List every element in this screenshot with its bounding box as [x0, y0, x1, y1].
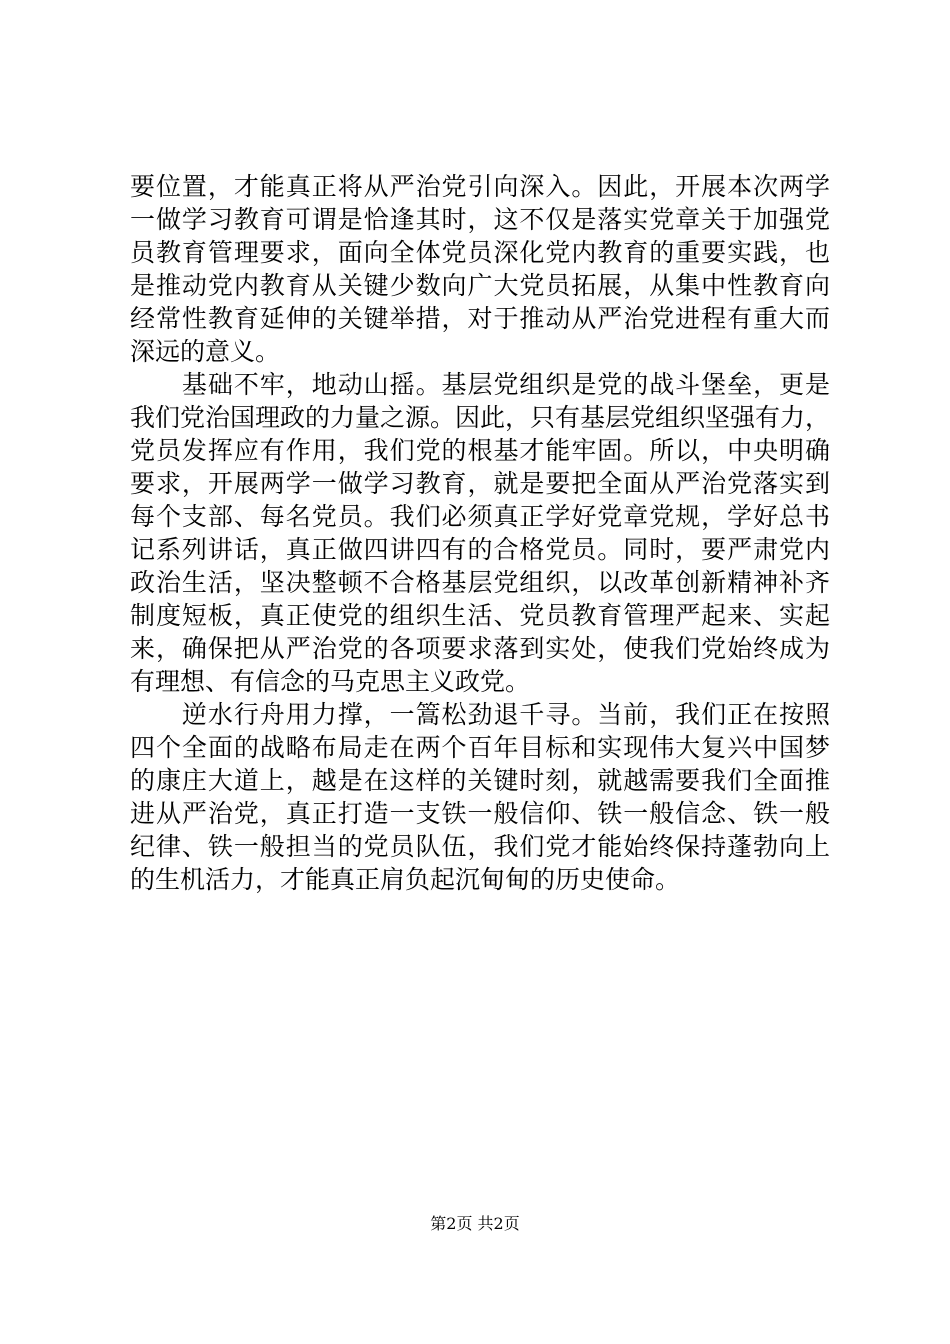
- text-line: 一做学习教育可谓是恰逢其时，这不仅是落实党章关于加强党: [130, 205, 830, 234]
- text-line: 员教育管理要求，面向全体党员深化党内教育的重要实践，也: [130, 238, 830, 267]
- text-line: 要求，开展两学一做学习教育，就是要把全面从严治党落实到: [130, 469, 830, 498]
- text-line: 进从严治党，真正打造一支铁一般信仰、铁一般信念、铁一般: [130, 799, 830, 828]
- body-text: [130, 170, 830, 896]
- text-line: 记系列讲话，真正做四讲四有的合格党员。同时，要严肃党内: [130, 535, 830, 564]
- text-line: 要位置，才能真正将从严治党引向深入。因此，开展本次两学: [130, 172, 830, 201]
- text-line: 经常性教育延伸的关键举措，对于推动从严治党进程有重大而: [130, 304, 830, 333]
- page-footer: [0, 1214, 950, 1234]
- text-line: 每个支部、每名党员。我们必须真正学好党章党规，学好总书: [130, 502, 830, 531]
- text-line: 纪律、铁一般担当的党员队伍，我们党才能始终保持蓬勃向上: [130, 832, 830, 861]
- page-number-label: 第2页 共2页: [430, 1214, 520, 1233]
- text-line: 四个全面的战略布局走在两个百年目标和实现伟大复兴中国梦: [130, 733, 830, 762]
- text-line: 是推动党内教育从关键少数向广大党员拓展，从集中性教育向: [130, 271, 830, 300]
- text-line: 来，确保把从严治党的各项要求落到实处，使我们党始终成为: [130, 634, 830, 663]
- text-line: 的生机活力，才能真正肩负起沉甸甸的历史使命。: [130, 865, 681, 894]
- text-line: 政治生活，坚决整顿不合格基层党组织，以改革创新精神补齐: [130, 568, 830, 597]
- text-line: 基础不牢，地动山摇。基层党组织是党的战斗堡垒，更是: [130, 370, 830, 399]
- text-line: 的康庄大道上，越是在这样的关键时刻，就越需要我们全面推: [130, 766, 830, 795]
- text-line: 深远的意义。: [130, 337, 281, 366]
- text-line: 有理想、有信念的马克思主义政党。: [130, 667, 531, 696]
- text-line: 逆水行舟用力撑，一篙松劲退千寻。当前，我们正在按照: [130, 700, 830, 729]
- text-line: 党员发挥应有作用，我们党的根基才能牢固。所以，中央明确: [130, 436, 830, 465]
- text-line: 我们党治国理政的力量之源。因此，只有基层党组织坚强有力，: [130, 403, 830, 432]
- text-line: 制度短板，真正使党的组织生活、党员教育管理严起来、实起: [130, 601, 830, 630]
